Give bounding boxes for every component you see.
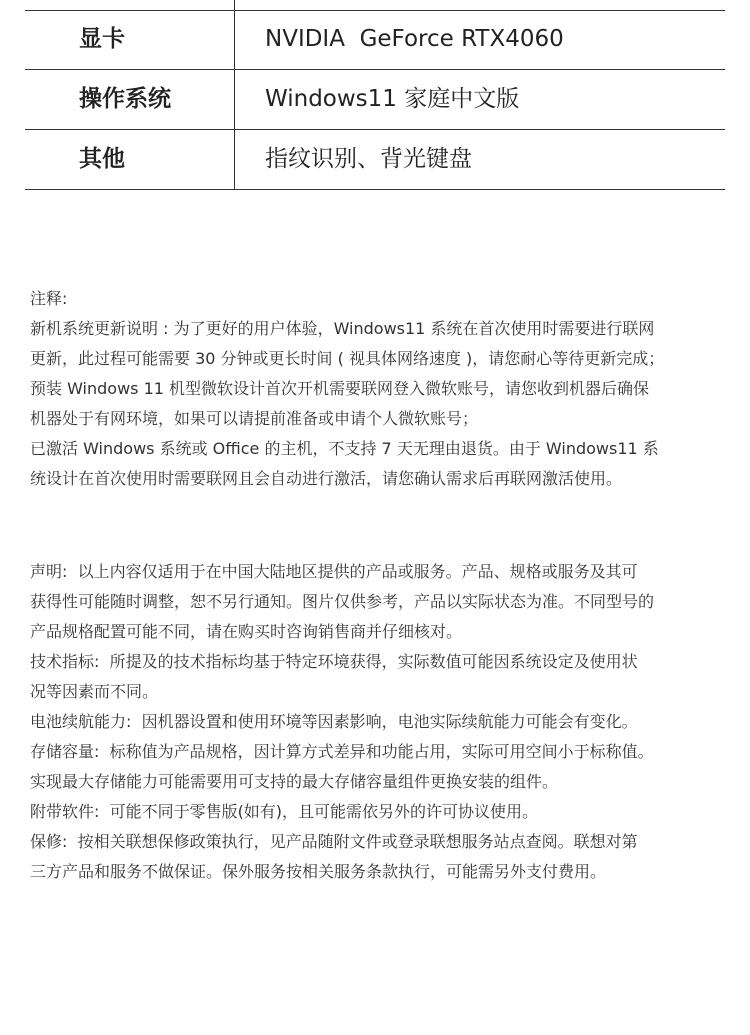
notes-line: 已激活 Windows 系统或 Office 的主机，不支持 7 天无理由退货。由于 Windows11 系 xyxy=(30,439,659,458)
column-divider-stub xyxy=(234,0,235,10)
spec-row-os xyxy=(25,70,725,130)
notes-line: 新机系统更新说明 : 为了更好的用户体验，Windows11 系统在首次使用时需要进行联网 xyxy=(30,319,655,338)
notes-line: 统设计在首次使用时需要联网且会自动进行激活，请您确认需求后再联网激活使用。 xyxy=(30,469,623,488)
declaration-line: 电池续航能力: 因机器设置和使用环境等因素影响，电池实际续航能力可能会有变化。 xyxy=(30,712,638,731)
declaration-line: 声明: 以上内容仅适用于在中国大陆地区提供的产品或服务。产品、规格或服务及其可 xyxy=(30,562,638,581)
column-divider xyxy=(234,70,235,129)
declaration-line: 存储容量: 标称值为产品规格，因计算方式差异和功能占用，实际可用空间小于标称值。 xyxy=(30,742,654,761)
declaration-line: 实现最大存储能力可能需要用可支持的最大存储容量组件更换安装的组件。 xyxy=(30,772,559,791)
column-divider xyxy=(234,130,235,189)
declaration-line: 获得性可能随时调整，恕不另行通知。图片仅供参考，产品以实际状态为准。不同型号的 xyxy=(30,592,655,611)
declaration-line: 三方产品和服务不做保证。保外服务按相关服务条款执行，可能需另外支付费用。 xyxy=(30,862,607,881)
column-divider xyxy=(234,10,235,69)
notes-heading: 注释: xyxy=(30,289,68,308)
spec-row-gpu xyxy=(25,10,725,70)
declaration-line: 附带软件: 可能不同于零售版(如有)，且可能需依另外的许可协议使用。 xyxy=(30,802,539,821)
declaration-line: 况等因素而不同。 xyxy=(30,682,159,701)
declaration-line: 产品规格配置可能不同，请在购买时咨询销售商并仔细核对。 xyxy=(30,622,463,641)
spec-value: Windows11 家庭中文版 xyxy=(265,86,520,112)
spec-label: 显卡 xyxy=(79,26,125,52)
spec-value: 指纹识别、背光键盘 xyxy=(265,146,472,172)
spec-row-other xyxy=(25,130,725,190)
spec-label: 操作系统 xyxy=(79,86,171,112)
declaration-line: 保修: 按相关联想保修政策执行，见产品随附文件或登录联想服务站点查阅。联想对第 xyxy=(30,832,638,851)
notes-section xyxy=(30,284,730,494)
notes-line: 机器处于有网环境，如果可以请提前准备或申请个人微软账号； xyxy=(30,409,479,428)
declaration-line: 技术指标: 所提及的技术指标均基于特定环境获得，实际数值可能因系统设定及使用状 xyxy=(30,652,638,671)
notes-line: 预装 Windows 11 机型微软设计首次开机需要联网登入微软账号，请您收到机器后确保 xyxy=(30,379,650,398)
spec-label: 其他 xyxy=(79,146,125,172)
spec-value: NVIDIA GeForce RTX4060 xyxy=(265,26,564,52)
notes-line: 更新，此过程可能需要 30 分钟或更长时间 ( 视具体网络速度 )，请您耐心等待更新完成； xyxy=(30,349,665,368)
declaration-section xyxy=(30,557,730,887)
